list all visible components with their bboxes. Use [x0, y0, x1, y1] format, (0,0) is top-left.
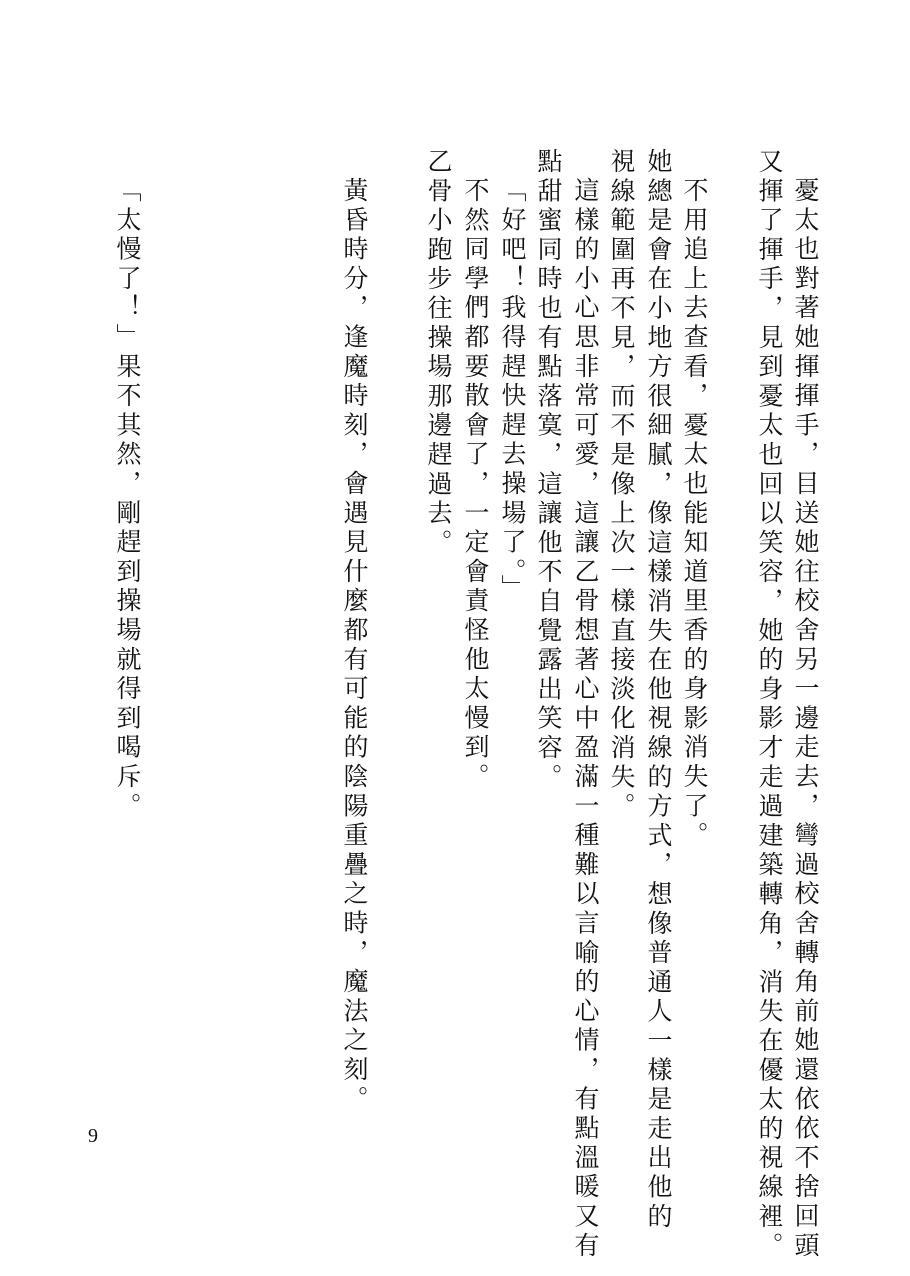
text-column-4: 她總是會在小地方很細膩，像這樣消失在他視線的方式，想像普通人一樣是走出他的 — [644, 148, 673, 1233]
text-column-6: 這樣的小心思非常可愛，這讓乙骨想著心中盈滿一種難以言喻的心情，有點溫暖又有 — [571, 177, 600, 1262]
text-column-9: 不然同學們都要散會了，一定會責怪他太慢到。 — [461, 177, 490, 793]
text-column-2: 又揮了揮手，見到憂太也回以笑容，她的身影才走過建築轉角，消失在優太的視線裡。 — [755, 148, 784, 1262]
text-column-10: 乙骨小跑步往操場那邊趕過去。 — [424, 148, 453, 559]
text-column-8: 「好吧！我得趕快趕去操場了。」 — [498, 177, 527, 604]
text-column-1: 憂太也對著她揮揮手，目送她往校舍另一邊走去，彎過校舍轉角前她還依依不捨回頭 — [791, 177, 820, 1262]
text-column-11: 黃昏時分，逢魔時刻，會遇見什麼都有可能的陰陽重疊之時，魔法之刻。 — [340, 177, 369, 1115]
text-column-3: 不用追上去查看，憂太也能知道里香的身影消失了。 — [680, 177, 709, 851]
text-column-12: 「太慢了！」果不其然，剛趕到操場就得到喝斥。 — [113, 177, 142, 822]
page-number: 9 — [88, 1125, 98, 1147]
text-column-5: 視線範圍再不見，而不是像上次一樣直接淡化消失。 — [607, 148, 636, 822]
text-column-7: 點甜蜜同時也有點落寞，這讓他不自覺露出笑容。 — [534, 148, 563, 793]
